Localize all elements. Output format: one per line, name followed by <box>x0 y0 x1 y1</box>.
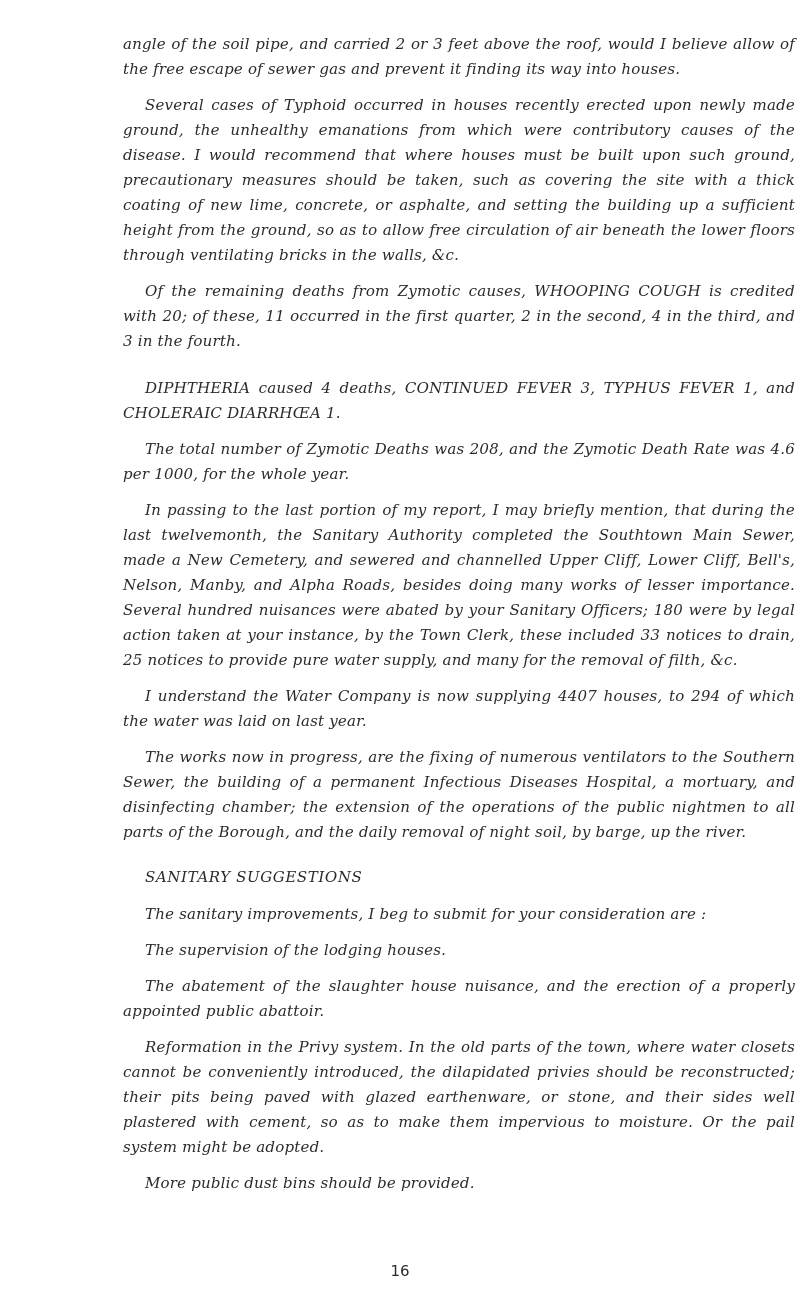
paragraph-water-company: I understand the Water Company is now supplying 4407 houses, to 294 of which the water was laid on last year. <box>123 687 795 730</box>
suggestion-dust-bins: More public dust bins should be provided. <box>145 1174 475 1192</box>
suggestion-slaughter-house: The abatement of the slaughter house nuisance, and the erection of a properly appointed public abattoir. <box>123 977 795 1020</box>
report-body <box>123 32 795 1207</box>
suggestion-intro: The sanitary improvements, I beg to submit for your consideration are : <box>145 905 707 923</box>
section-heading: SANITARY SUGGESTIONS <box>145 868 363 886</box>
paragraph-works-in-progress: The works now in progress, are the fixing of numerous ventilators to the Southern Sewer, the building of a permanent Infectious Diseases Hospital, a mortuary, and disinfecting chamber; the extension of the operations of the public nightmen to all parts of the Borough, and the daily removal of night soil, by barge, up the river. <box>123 748 795 841</box>
suggestion-lodging-houses: The supervision of the lodging houses. <box>145 941 447 959</box>
paragraph-sanitary-works: In passing to the last portion of my report, I may briefly mention, that during the last twelvemonth, the Sanitary Authority completed the Southtown Main Sewer, made a New Cemetery, and sewered and channelled Upper Cliff, Lower Cliff, Bell's, Nelson, Manby, and Alpha Roads, besides doing many works of lesser importance. Several hundred nuisances were abated by your Sanitary Officers; 180 were by legal action taken at your instance, by the Town Clerk, these included 33 notices to drain, 25 notices to provide pure water supply, and many for the removal of filth, &c. <box>123 501 795 669</box>
paragraph-soil-pipe: angle of the soil pipe, and carried 2 or 3 feet above the roof, would I believe allow of the free escape of sewer gas and prevent it finding its way into houses. <box>123 35 795 78</box>
paragraph-zymotic-total: The total number of Zymotic Deaths was 208, and the Zymotic Death Rate was 4.6 per 1000, for the whole year. <box>123 440 795 483</box>
paragraph-typhoid: Several cases of Typhoid occurred in houses recently erected upon newly made ground, the unhealthy emanations from which were contributory causes of the disease. I would recommend that where houses must be built upon such ground, precautionary measures should be taken, such as covering the site with a thick coating of new lime, concrete, or asphalte, and setting the building up a sufficient height from the ground, so as to allow free circulation of air beneath the lower floors through ventilating bricks in the walls, &c. <box>123 96 795 264</box>
paragraph-diphtheria: DIPHTHERIA caused 4 deaths, CONTINUED FEVER 3, TYPHUS FEVER 1, and CHOLERAIC DIARRHŒA 1. <box>123 379 795 422</box>
page-number: 16 <box>390 1262 410 1280</box>
suggestion-privy-system: Reformation in the Privy system. In the old parts of the town, where water closets cannot be conveniently introduced, the dilapidated privies should be reconstructed; their pits being paved with glazed earthenware, or stone, and their sides well plastered with cement, so as to make them impervious to moisture. Or the pail system might be adopted. <box>123 1038 795 1156</box>
paragraph-whooping-cough: Of the remaining deaths from Zymotic causes, WHOOPING COUGH is credited with 20; of these, 11 occurred in the first quarter, 2 in the second, 4 in the third, and 3 in the fourth. <box>123 282 795 350</box>
